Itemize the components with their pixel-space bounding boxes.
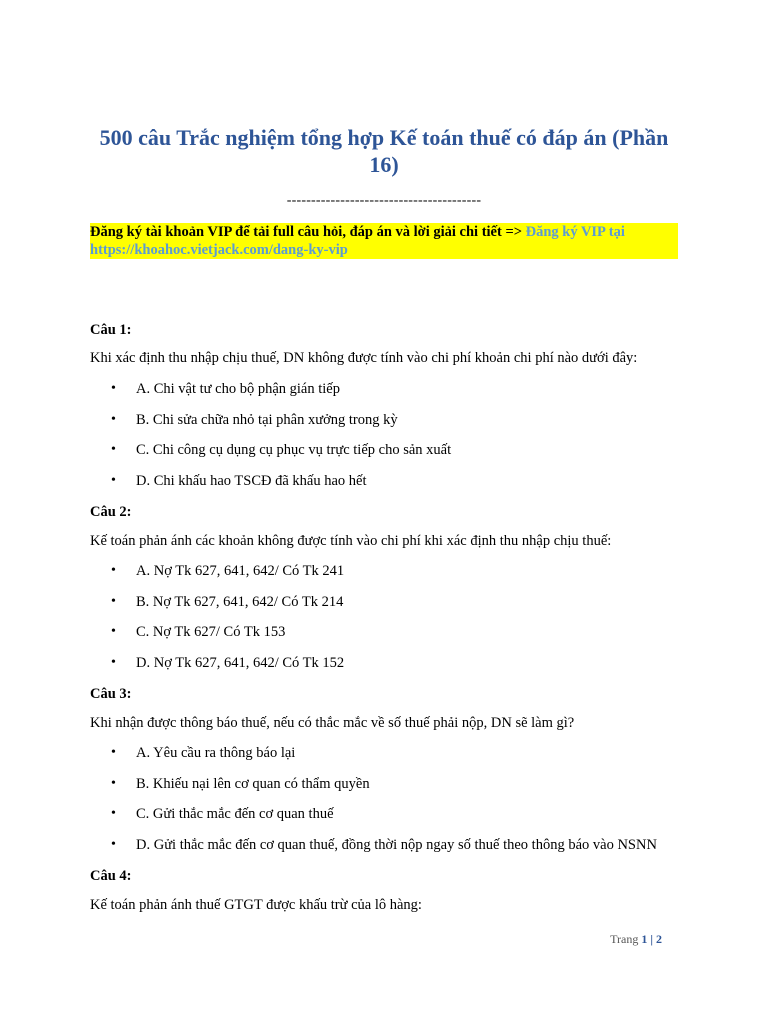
question-label: Câu 1:	[90, 322, 132, 338]
question-text: Khi xác định thu nhập chịu thuế, DN không được tính vào chi phí khoản chi phí nào dưới đây:	[90, 350, 638, 366]
answer-option: D. Nợ Tk 627, 641, 642/ Có Tk 152	[136, 655, 345, 671]
question-text: Kế toán phản ánh thuế GTGT được khấu trừ của lô hàng:	[90, 897, 422, 913]
question-label: Câu 4:	[90, 868, 132, 884]
answer-option: A. Nợ Tk 627, 641, 642/ Có Tk 241	[136, 563, 345, 579]
answer-option: A. Chi vật tư cho bộ phận gián tiếp	[136, 381, 340, 397]
answer-option: D. Chi khấu hao TSCĐ đã khấu hao hết	[136, 473, 367, 489]
footer-page-word: Trang	[610, 932, 639, 946]
bullet-icon: •	[111, 837, 116, 852]
answer-option: C. Gửi thắc mắc đến cơ quan thuế	[136, 806, 334, 822]
question-label: Câu 2:	[90, 504, 132, 520]
question-4-label-block	[90, 867, 690, 885]
bullet-icon: •	[111, 624, 116, 639]
question-2-text-block	[90, 532, 690, 550]
question-1-text-block	[90, 349, 690, 367]
bullet-icon: •	[111, 473, 116, 488]
bullet-icon: •	[111, 594, 116, 609]
page-footer	[560, 931, 662, 947]
answer-option: C. Nợ Tk 627/ Có Tk 153	[136, 624, 286, 640]
answer-option: B. Khiếu nại lên cơ quan có thẩm quyền	[136, 776, 370, 792]
bullet-icon: •	[111, 563, 116, 578]
question-1-label-block	[90, 321, 690, 339]
bullet-icon: •	[111, 412, 116, 427]
question-text: Khi nhận được thông báo thuế, nếu có thắc mắc về số thuế phải nộp, DN sẽ làm gì?	[90, 715, 575, 731]
document-title: 500 câu Trắc nghiệm tổng hợp Kế toán thuế có đáp án (Phần 16)	[99, 125, 669, 177]
footer-current-page: 1	[641, 932, 648, 946]
vip-link[interactable]: Đăng ký VIP tại https://khoahoc.vietjack.com/dang-ky-vip	[90, 224, 625, 258]
question-text: Kế toán phản ánh các khoản không được tính vào chi phí khi xác định thu nhập chịu thuế:	[90, 533, 612, 549]
question-2-label-block	[90, 503, 690, 521]
bullet-icon: •	[111, 806, 116, 821]
answer-option: B. Chi sửa chữa nhỏ tại phân xưởng trong kỳ	[136, 412, 398, 428]
bullet-icon: •	[111, 745, 116, 760]
footer-total-pages: 2	[656, 932, 662, 946]
question-label: Câu 3:	[90, 686, 132, 702]
bullet-icon: •	[111, 381, 116, 396]
bullet-icon: •	[111, 442, 116, 457]
answer-option: D. Gửi thắc mắc đến cơ quan thuế, đồng thời nộp ngay số thuế theo thông báo vào NSNN	[136, 837, 657, 853]
answer-option: C. Chi công cụ dụng cụ phục vụ trực tiếp cho sản xuất	[136, 442, 452, 458]
bullet-icon: •	[111, 655, 116, 670]
answer-option: A. Yêu cầu ra thông báo lại	[136, 745, 296, 761]
question-3-text-block	[90, 714, 690, 732]
vip-banner-text: Đăng ký tài khoản VIP để tải full câu hỏi, đáp án và lời giải chi tiết =>	[90, 224, 526, 240]
footer-divider: |	[650, 932, 653, 946]
title-separator: ----------------------------------------	[286, 193, 482, 208]
vip-banner	[90, 223, 678, 259]
answer-option: B. Nợ Tk 627, 641, 642/ Có Tk 214	[136, 594, 344, 610]
question-4-text-block	[90, 896, 690, 914]
bullet-icon: •	[111, 776, 116, 791]
question-3-label-block	[90, 685, 690, 703]
